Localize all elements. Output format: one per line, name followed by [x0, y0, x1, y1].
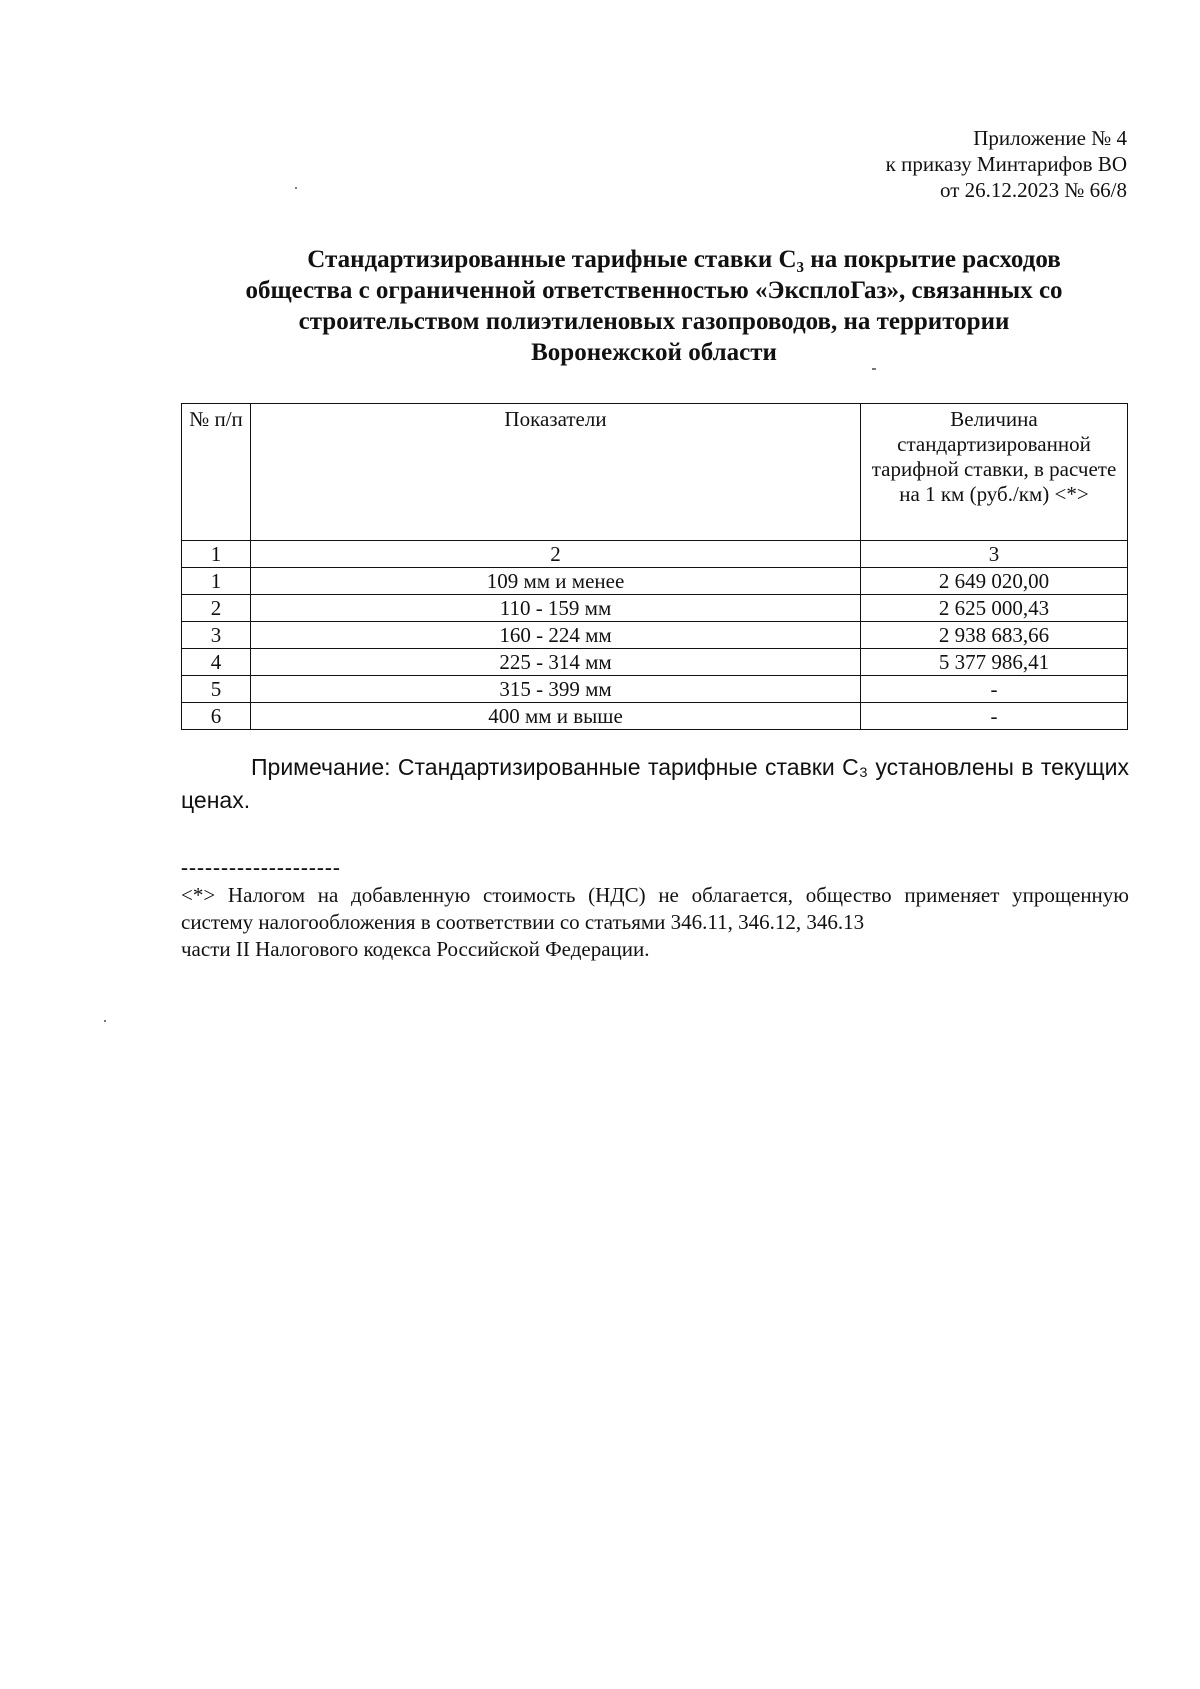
- row-value: -: [861, 676, 1128, 703]
- row-num: 2: [182, 595, 251, 622]
- scan-speck: [872, 368, 876, 370]
- row-num: 6: [182, 703, 251, 730]
- footnote-text-part-1: <*> Налогом на добавленную стоимость (НДС) не облагается, общество применяет упрощенную систему налогообложения в соответствии со статьями 346.11, 346.12, 346.13: [181, 883, 1129, 934]
- column-number: 3: [861, 541, 1128, 568]
- header-value: Величина стандартизированной тарифной ставки, в расчете на 1 км (руб./км) <*>: [861, 404, 1128, 541]
- table-column-numbers-row: [182, 541, 1128, 568]
- document-title: [180, 244, 1128, 368]
- appendix-order: к приказу Минтарифов ВО: [885, 152, 1127, 176]
- table-row: [182, 568, 1128, 595]
- scan-speck: [104, 1020, 106, 1022]
- appendix-number: Приложение № 4: [973, 126, 1127, 150]
- table-row: [182, 676, 1128, 703]
- header-num: № п/п: [182, 404, 251, 541]
- note-paragraph: [181, 751, 1129, 817]
- row-indicator: 225 - 314 мм: [251, 649, 861, 676]
- table-row: [182, 622, 1128, 649]
- scan-speck: [295, 187, 297, 189]
- table-row: [182, 649, 1128, 676]
- appendix-date: от 26.12.2023 № 66/8: [939, 178, 1127, 202]
- row-value: 2 938 683,66: [861, 622, 1128, 649]
- row-value: 2 649 020,00: [861, 568, 1128, 595]
- footnote-text-part-2: части II Налогового кодекса Российской Федерации.: [181, 937, 650, 961]
- title-line-1: Стандартизированные тарифные ставки C₃ на покрытие расходов: [307, 246, 1061, 273]
- note-text: Примечание: Стандартизированные тарифные ставки C₃ установлены в текущих ценах.: [181, 754, 1129, 813]
- table-row: [182, 703, 1128, 730]
- appendix-header: [707, 125, 1127, 203]
- row-num: 5: [182, 676, 251, 703]
- row-num: 1: [182, 568, 251, 595]
- column-number: 2: [251, 541, 861, 568]
- column-number: 1: [182, 541, 251, 568]
- title-line-4: Воронежской области: [531, 339, 777, 366]
- row-indicator: 400 мм и выше: [251, 703, 861, 730]
- tariff-rates-table: [181, 403, 1128, 730]
- table-header-row: [182, 404, 1128, 541]
- table-row: [182, 595, 1128, 622]
- footnote-separator: --------------------: [181, 855, 341, 879]
- row-indicator: 109 мм и менее: [251, 568, 861, 595]
- row-value: -: [861, 703, 1128, 730]
- title-line-2: общества с ограниченной ответственностью «ЭксплоГаз», связанных со: [245, 277, 1063, 304]
- row-indicator: 160 - 224 мм: [251, 622, 861, 649]
- title-line-3: строительством полиэтиленовых газопроводов, на территории: [298, 308, 1010, 335]
- footnote: [181, 882, 1129, 963]
- header-indicator: Показатели: [251, 404, 861, 541]
- row-value: 5 377 986,41: [861, 649, 1128, 676]
- row-indicator: 315 - 399 мм: [251, 676, 861, 703]
- row-num: 4: [182, 649, 251, 676]
- row-indicator: 110 - 159 мм: [251, 595, 861, 622]
- row-num: 3: [182, 622, 251, 649]
- row-value: 2 625 000,43: [861, 595, 1128, 622]
